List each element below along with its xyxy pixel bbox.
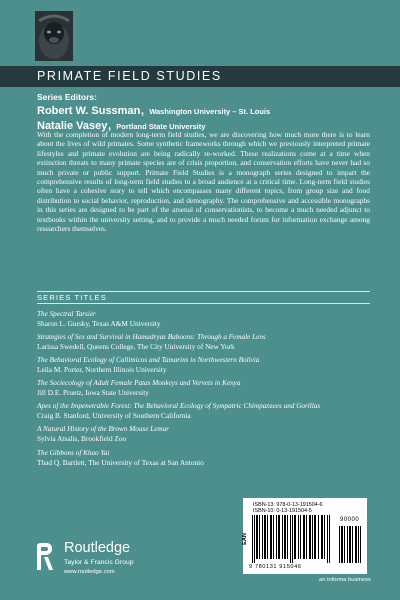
book-author: Thad Q. Bartlett, The University of Texas at San Antonio xyxy=(37,457,204,467)
list-item xyxy=(37,310,377,328)
editor-1: Robert W. Sussman, Washington University – St. Louis xyxy=(37,101,271,118)
isbn-10: ISBN-10: 0-13-191504-5 xyxy=(253,508,312,514)
informa-tagline: an informa business xyxy=(319,577,371,583)
book-author: Craig B. Stanford, University of Southern California xyxy=(37,411,191,421)
list-item xyxy=(37,425,377,443)
ean-barcode xyxy=(252,515,332,563)
editor-affiliation: Portland State University xyxy=(116,122,206,131)
ean-label: EAN xyxy=(241,533,248,545)
book-title: Strategies of Sex and Survival in Hamadryas Baboons: Through a Female Lens xyxy=(37,333,266,342)
editors-label: Series Editors: xyxy=(37,92,97,102)
series-title: PRIMATE FIELD STUDIES xyxy=(37,69,222,83)
editor-2: Natalie Vasey, Portland State University xyxy=(37,116,206,133)
book-title: The Spectral Tarsier xyxy=(37,310,96,318)
publisher-url: www.routledge.com xyxy=(64,569,115,575)
list-item xyxy=(37,379,377,397)
book-title: The Behavioral Ecology of Callimicos and Tamarins in Northwestern Bolivia xyxy=(37,356,260,365)
barcode-digits: 9 780131 915046 xyxy=(249,564,302,570)
list-item xyxy=(37,356,377,374)
isbn-13: ISBN-13: 978-0-13-191504-6 xyxy=(253,502,323,508)
book-title: The Gibbons of Khao Yai xyxy=(37,448,110,457)
book-author: Sylvia Atsalis, Brookfield Zoo xyxy=(37,434,127,444)
publisher-name: Routledge xyxy=(64,540,131,556)
list-item xyxy=(37,449,377,467)
editor-name: Robert W. Sussman xyxy=(37,105,141,117)
addon-barcode xyxy=(339,526,361,563)
publisher-group: Taylor & Francis Group xyxy=(64,559,134,566)
top-band xyxy=(0,0,400,66)
editor-affiliation: Washington University – St. Louis xyxy=(149,107,271,116)
list-item xyxy=(37,333,377,351)
series-titles-heading: SERIES TITLES xyxy=(37,293,107,302)
barcode-box xyxy=(243,498,367,574)
series-band xyxy=(0,66,400,87)
divider xyxy=(37,291,370,292)
book-author: Larissa Swedell, Queens College, The City University of New York xyxy=(37,342,235,352)
book-author: Sharon L. Gursky, Texas A&M University xyxy=(37,319,161,328)
series-titles-list xyxy=(37,310,377,472)
book-title: The Sociecology of Adult Female Patas Monkeys and Vervets in Kenya xyxy=(37,379,241,388)
book-title: Apes of the Impenetrable Forest: The Behavioral Ecology of Sympatric Chimpanzees and Gorillas xyxy=(37,402,321,411)
editor-name: Natalie Vasey xyxy=(37,120,108,132)
book-title: A Natural History of the Brown Mouse Lemur xyxy=(37,425,169,434)
series-description: With the completion of modern long-term field studies, we are discovering how much more there is to learn about the lives of wild primates. Some synthetic frameworks through which we previously interpreted primate lifestyles and primate evolution are being radically re-worked. These realizations come at a time when extinction threats to many primate species are of crisis proportion, and conservation efforts have never had so much private or public support. Primate Field Studies is a monograph series designed to impart the comprehensive results of long-term field studies to a broad audience at a critical time. Long-term field studies often have a cohesive story to tell which encompasses many different topics, from group size and food distribution to social behavior, reproduction, and demography. The comprehensive and accessible monographs in this series are designed to be part of the arsenal of conservationists, to become a much needed adjunct to textbooks within the university setting, and to provide a much needed forum for information exchange among researchers themselves. xyxy=(37,130,370,234)
list-item xyxy=(37,402,377,420)
routledge-logo-icon xyxy=(35,542,55,572)
book-author: Jill D.E. Pruetz, Iowa State University xyxy=(37,388,149,398)
book-author: Leila M. Porter, Northern Illinois University xyxy=(37,365,167,375)
series-editors xyxy=(37,92,377,133)
divider xyxy=(37,303,370,304)
gorilla-photo xyxy=(35,11,73,61)
price-code: 90000 xyxy=(340,517,360,523)
